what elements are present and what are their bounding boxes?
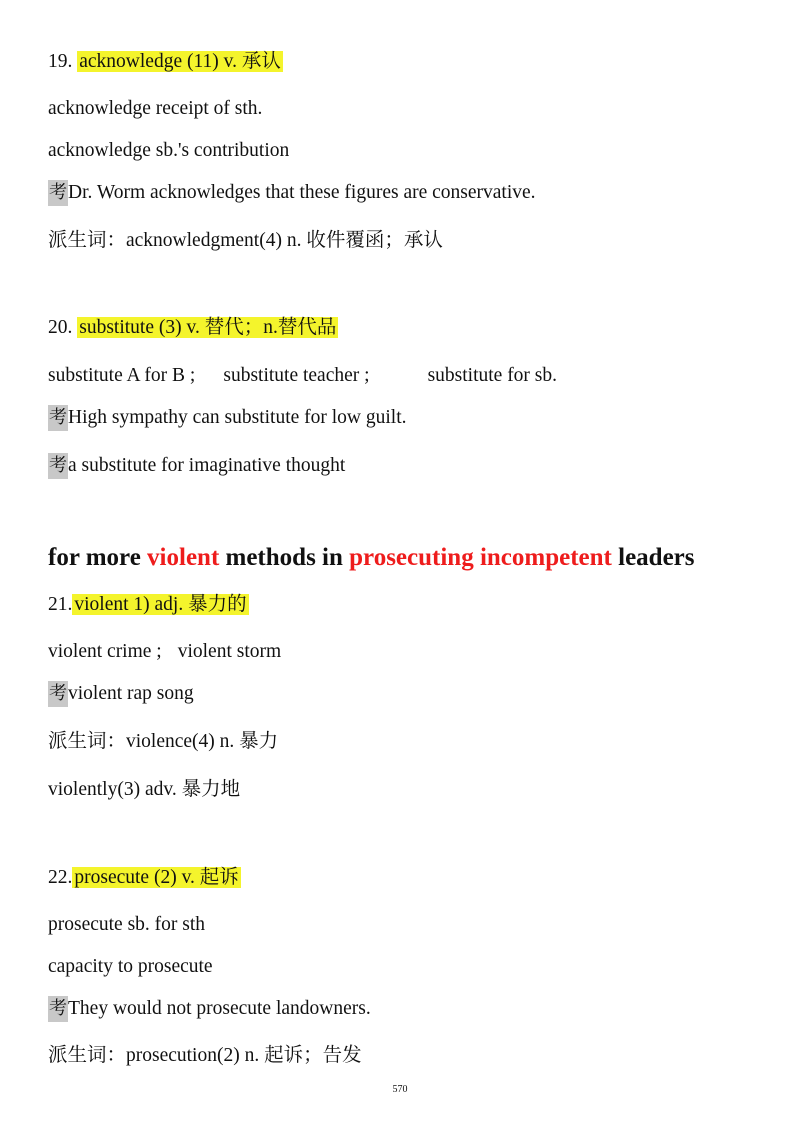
phrase-row: [48, 363, 557, 389]
phrase-item: substitute teacher ;: [223, 365, 370, 386]
example-line: [48, 453, 345, 479]
page-number: 570: [392, 1084, 408, 1095]
example-text: Dr. Worm acknowledges that these figures are conservative.: [68, 182, 536, 203]
heading-keyword: prosecuting incompetent: [349, 544, 612, 571]
headword-highlight: acknowledge (11) v. 承认: [79, 51, 281, 72]
heading-part: for more: [48, 544, 148, 571]
headword-highlight: substitute (3) v. 替代；n.替代品: [79, 317, 337, 338]
entry-22-title: [48, 865, 241, 891]
phrase-line: capacity to prosecute: [48, 956, 213, 977]
entry-20-title: [48, 315, 338, 341]
example-text: They would not prosecute landowners.: [68, 998, 371, 1019]
entry-number: 21.: [48, 594, 73, 615]
example-text: a substitute for imaginative thought: [68, 455, 346, 476]
phrase-item: substitute A for B ;: [48, 365, 196, 386]
derivative-line: violently(3) adv. 暴力地: [48, 779, 241, 800]
exam-mark: 考: [48, 405, 68, 431]
entry-number: 19.: [48, 51, 73, 72]
example-line: [48, 996, 371, 1022]
derivative-line: 派生词：acknowledgment(4) n. 收件覆函；承认: [48, 230, 443, 251]
phrase-item: violent crime ;: [48, 641, 162, 662]
exam-mark: 考: [48, 180, 68, 206]
phrase-line: acknowledge receipt of sth.: [48, 98, 263, 119]
entry-number: 22.: [48, 867, 73, 888]
phrase-row: [48, 639, 281, 665]
entry-number: 20.: [48, 317, 73, 338]
example-text: High sympathy can substitute for low guilt.: [68, 407, 407, 428]
heading-keyword: violent: [147, 544, 220, 571]
heading-part: leaders: [611, 544, 695, 571]
exam-mark: 考: [48, 996, 68, 1022]
example-line: [48, 681, 194, 707]
section-heading: [48, 542, 695, 574]
derivative-line: 派生词：prosecution(2) n. 起诉；告发: [48, 1045, 362, 1066]
phrase-item: violent storm: [177, 641, 282, 662]
entry-21-title: [48, 592, 249, 618]
entry-19-title: [48, 49, 283, 75]
derivative-line: 派生词：violence(4) n. 暴力: [48, 731, 279, 752]
phrase-item: substitute for sb.: [427, 365, 558, 386]
exam-mark: 考: [48, 453, 68, 479]
heading-part: methods in: [219, 544, 350, 571]
example-text: violent rap song: [68, 683, 194, 704]
phrase-line: acknowledge sb.'s contribution: [48, 140, 290, 161]
headword-highlight: violent 1) adj. 暴力的: [74, 594, 247, 615]
headword-highlight: prosecute (2) v. 起诉: [74, 867, 239, 888]
phrase-line: prosecute sb. for sth: [48, 914, 206, 935]
exam-mark: 考: [48, 681, 68, 707]
example-line: [48, 180, 536, 206]
example-line: [48, 405, 407, 431]
